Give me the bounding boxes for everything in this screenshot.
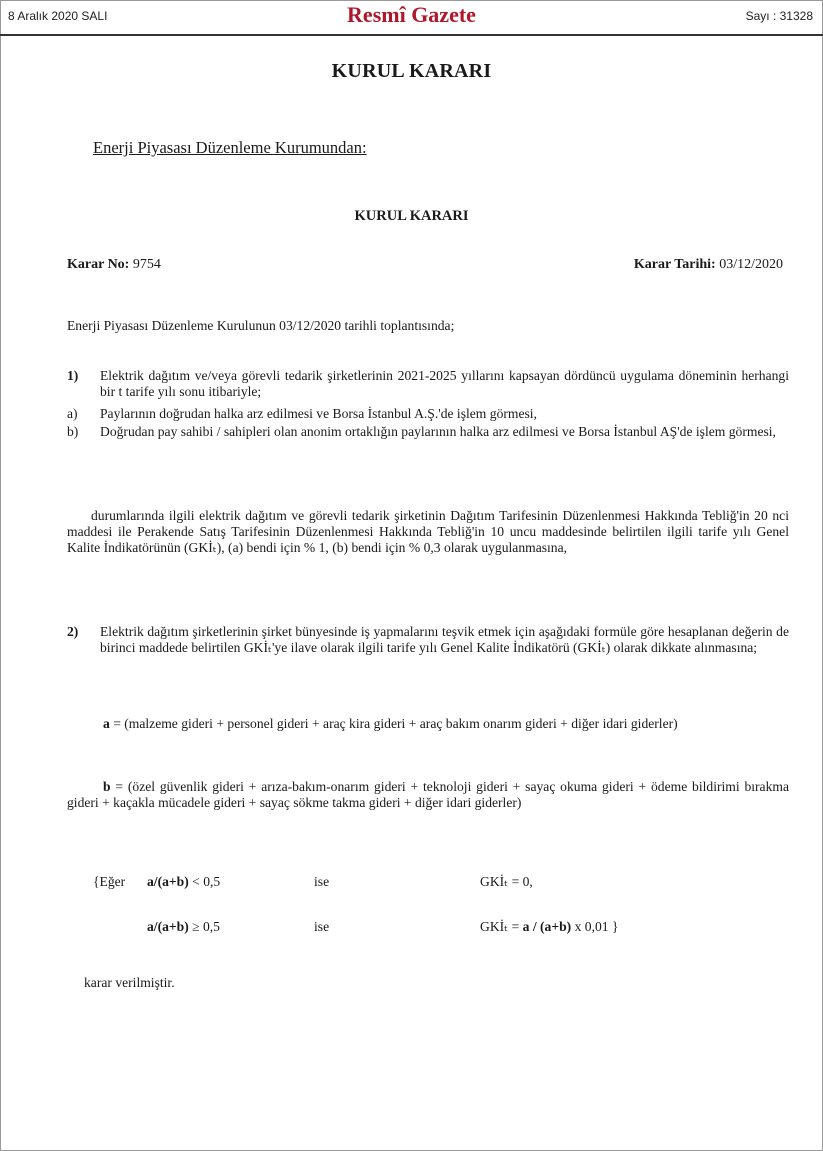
- item-b: [67, 424, 789, 458]
- formula-2-ratio: a/(a+b): [147, 919, 189, 934]
- decision-number-label: Karar No:: [67, 257, 130, 272]
- definition-a-text: = (malzeme gideri + personel gideri + araç kira gideri + araç bakım onarım gideri + diğer idari giderler): [109, 716, 678, 731]
- item-2-number: 2): [67, 624, 79, 639]
- decision-number: [67, 257, 161, 273]
- definition-b-variable: b: [103, 779, 111, 794]
- header-title: Resmî Gazete: [347, 2, 476, 27]
- institution-name: Enerji Piyasası Düzenleme Kurumundan:: [93, 138, 367, 157]
- formula-condition-1: [93, 874, 125, 890]
- item-1-number: 1): [67, 368, 79, 383]
- formula-1-ise: ise: [314, 874, 330, 889]
- decision-date-value: 03/12/2020: [719, 257, 783, 272]
- formula-2-result-ratio: a / (a+b): [522, 919, 572, 934]
- formula-1-condition: [147, 874, 220, 890]
- conditions-paragraph: durumlarında ilgili elektrik dağıtım ve görevli tedarik şirketinin Dağıtım Tarifesinin Düzenlenmesi Hakkında Tebliğ'in 20 nci maddesi ile Perakende Satış Tarifesinin Düzenlenmesi Hakkında Tebliğ'in 10 uncu maddesinde belirtilen ilgili tarife yılı Genel Kalite İndikatörünün (GKİₜ), (a) bendi için % 1, (b) bendi için % 0,3 olarak uygulanmasına,: [67, 508, 789, 555]
- formula-2-ise: ise: [314, 919, 330, 934]
- header-issue-number: Sayı : 31328: [745, 9, 813, 23]
- closing-text: karar verilmiştir.: [84, 975, 175, 990]
- decision-date: [634, 257, 783, 273]
- item-1-text: Elektrik dağıtım ve/veya görevli tedarik şirketlerinin 2021-2025 yıllarını kapsayan dördüncü uygulama döneminin herhangi bir t tarife yılı sonu itibariyle;: [100, 368, 789, 399]
- item-b-text: Doğrudan pay sahibi / sahipleri olan anonim ortaklığın paylarının halka arz edilmesi ve Borsa İstanbul AŞ'de işlem görmesi,: [100, 424, 776, 439]
- formula-2-operator: ≥ 0,5: [188, 919, 220, 934]
- intro-paragraph: Enerji Piyasası Düzenleme Kurulunun 03/12/2020 tarihli toplantısında;: [67, 318, 455, 333]
- gazette-header: [0, 0, 823, 36]
- formula-1-operator: < 0,5: [188, 874, 221, 889]
- item-2-text: Elektrik dağıtım şirketlerinin şirket bünyesinde iş yapmalarını teşvik etmek için aşağıdaki formüle göre hesaplanan değerin de birinci maddede belirtilen GKİₜ'ye ilave olarak ilgili tarife yılı Genel Kalite İndikatörü (GKİₜ) olarak dikkate alınmasına;: [100, 624, 789, 655]
- formula-2-result: [480, 919, 618, 935]
- definition-a-variable: a: [103, 716, 110, 731]
- formula-2-result-prefix: GKİₜ =: [480, 919, 523, 934]
- formula-1-result: GKİₜ = 0,: [480, 874, 533, 889]
- item-a: [67, 406, 789, 424]
- formula-if-prefix: {Eğer: [93, 874, 126, 889]
- item-2: [67, 624, 789, 674]
- definition-b: [67, 779, 789, 811]
- item-a-text: Paylarının doğrudan halka arz edilmesi ve Borsa İstanbul A.Ş.'de işlem görmesi,: [100, 406, 537, 421]
- definition-b-text: = (özel güvenlik gideri + arıza-bakım-onarım gideri + teknoloji gideri + sayaç okuma gideri + ödeme bildirimi bırakma gideri + kaçakla mücadele gideri + sayaç sökme takma gideri + diğer idari giderler): [67, 779, 789, 810]
- decision-date-label: Karar Tarihi:: [633, 257, 716, 272]
- item-b-letter: b): [67, 424, 79, 439]
- item-1: [67, 368, 789, 402]
- formula-2-result-suffix: x 0,01 }: [571, 919, 619, 934]
- definition-a: [67, 716, 789, 732]
- formula-2-condition: [147, 919, 220, 935]
- sub-title: KURUL KARARI: [354, 208, 469, 224]
- formula-1-ratio: a/(a+b): [147, 874, 189, 889]
- item-a-letter: a): [67, 406, 78, 421]
- decision-number-value: 9754: [132, 257, 161, 272]
- main-title: KURUL KARARI: [331, 60, 492, 82]
- header-date: 8 Aralık 2020 SALI: [8, 9, 108, 23]
